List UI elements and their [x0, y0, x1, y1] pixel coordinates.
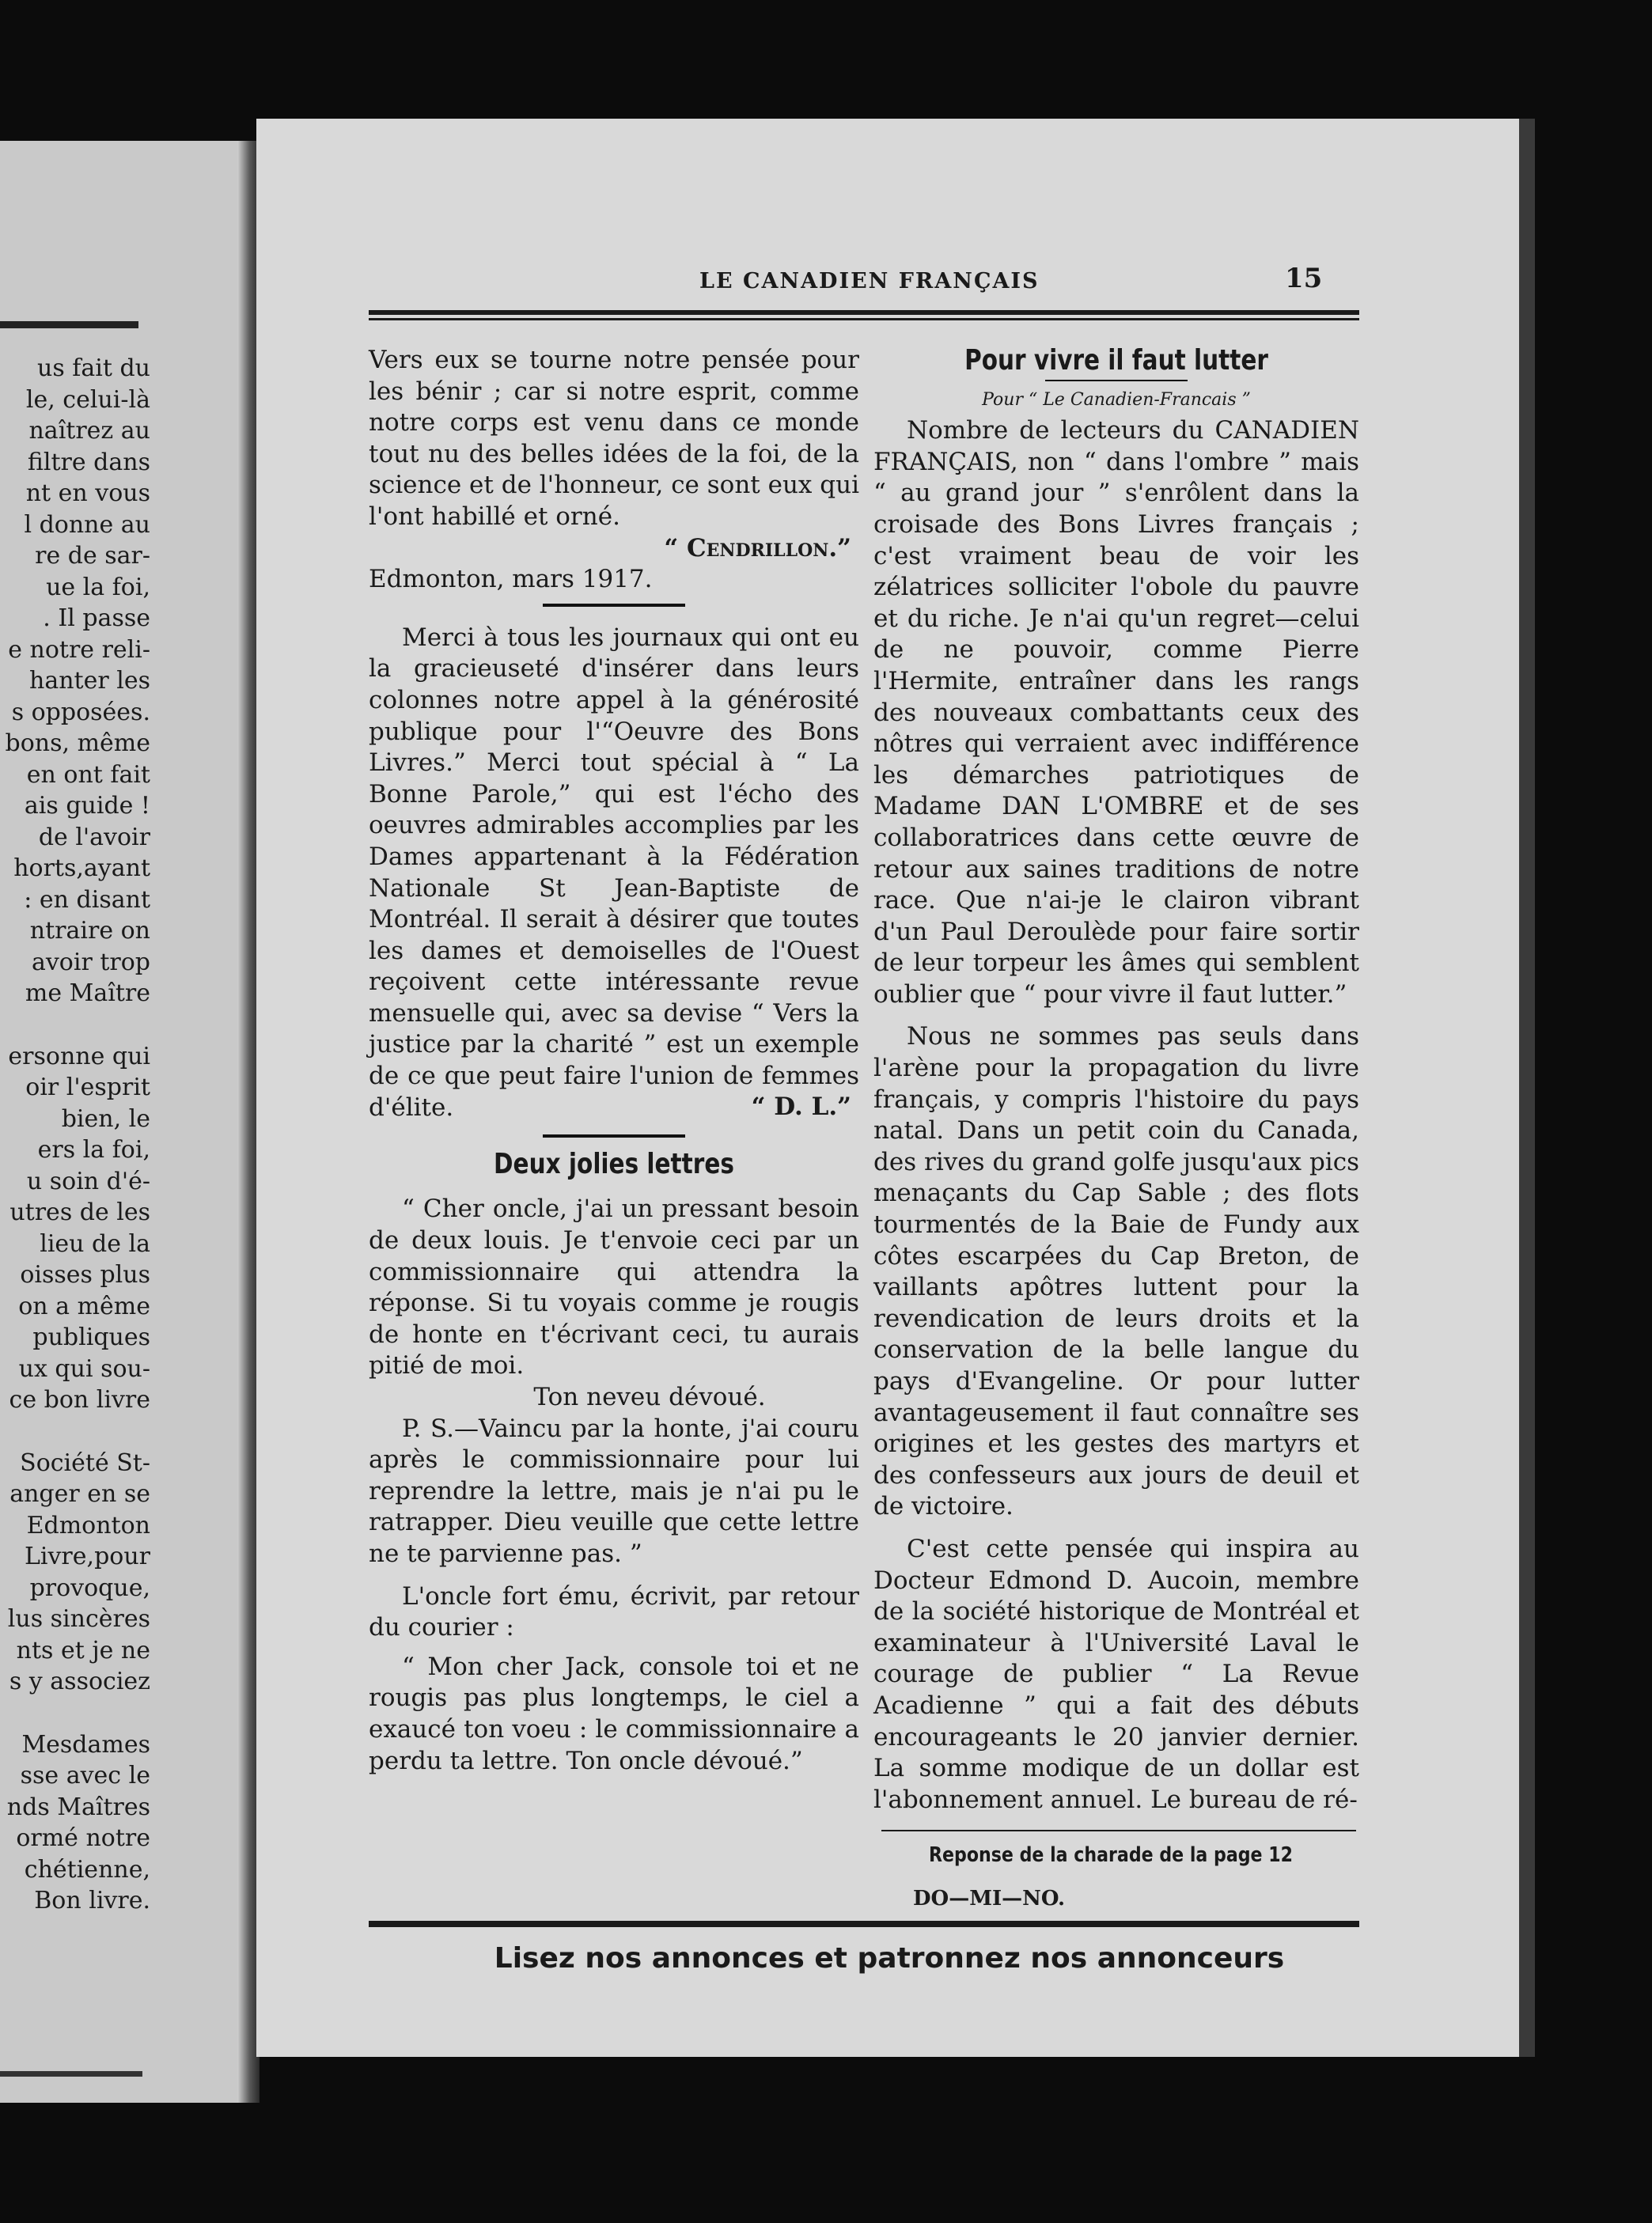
section-separator	[543, 1134, 685, 1138]
article-paragraph-3: C'est cette pensée qui inspira au Docteur Edmond D. Aucoin, membre de la société historique de Montréal et examinateur à l'Université Laval le courage de publier “ La Revue Acadienne ” qui a fait des débuts encourageants le 20 janvier dernier. La somme modique de un dollar est l'abonnement annuel. Le bureau de ré-	[873, 1534, 1359, 1814]
left-page-line: s y associez	[9, 1668, 150, 1695]
left-page-rule	[0, 321, 138, 328]
page-edge-shadow	[1519, 119, 1535, 2057]
left-page-line: l donne au	[24, 510, 150, 539]
left-page-line: Société St-	[20, 1449, 150, 1477]
left-page-line: publiques	[32, 1324, 150, 1351]
left-page-line: ce bon livre	[9, 1386, 150, 1414]
left-page-line: avoir trop	[31, 948, 150, 976]
letter-paragraph: “ Cher oncle, j'ai un pressant besoin de deux louis. Je t'envoie ceci par un commissionnaire qui attendra la réponse. Si tu voyais comme je rougis de honte en t'écrivant ceci, tu aurais pitié de moi.	[369, 1195, 859, 1380]
left-page-line: s opposées.	[11, 698, 150, 726]
article-title: Pour vivre il faut lutter	[964, 344, 1268, 377]
left-page-line: en ont fait	[26, 760, 150, 789]
reply-intro: L'oncle fort ému, écrivit, par retour du courier :	[369, 1581, 859, 1642]
left-page-line: ue la foi,	[46, 573, 150, 601]
article-byline: Pour “ Le Canadien-Francais ”	[982, 389, 1251, 410]
left-page-line: provoque,	[29, 1574, 150, 1602]
left-page-line: ers la foi,	[37, 1136, 150, 1164]
left-page-line: chétienne,	[24, 1855, 150, 1884]
left-page-line: bien, le	[61, 1104, 150, 1133]
left-page-line: ormé notre	[16, 1824, 150, 1852]
left-page-line: hanter les	[29, 667, 150, 695]
left-page-line: on a même	[18, 1292, 150, 1320]
right-column	[873, 345, 1359, 1816]
footer-banner: Lisez nos annonces et patronnez nos annonceurs	[494, 1942, 1285, 1975]
left-page-line: naîtrez au	[28, 417, 150, 445]
section-separator	[543, 604, 685, 607]
left-page-line: me Maître	[25, 979, 150, 1007]
page-number: 15	[1285, 263, 1323, 294]
footer-rule	[369, 1921, 1359, 1927]
left-page-line: bons, même	[5, 729, 150, 757]
left-page-line: us fait du	[37, 354, 150, 382]
newspaper-page	[256, 119, 1522, 2057]
left-page-line: u soin d'é-	[26, 1167, 150, 1195]
title-separator	[1045, 380, 1188, 381]
left-page-line: ntraire on	[29, 917, 150, 945]
left-page-line: oir l'esprit	[25, 1074, 150, 1101]
left-page-line: Bon livre.	[34, 1887, 150, 1914]
intro-signature: “ Cendrillon.”	[664, 533, 851, 562]
left-page-line: sse avec le	[20, 1762, 150, 1789]
left-page-line: Mesdames	[21, 1730, 150, 1759]
left-page-line: nts et je ne	[16, 1636, 150, 1664]
left-page-line	[0, 1698, 150, 1729]
left-page-line: Livre,pour	[24, 1543, 150, 1570]
left-page-rule	[0, 2071, 142, 2077]
reply-paragraph: “ Mon cher Jack, console toi et ne rougis pas plus longtemps, le ciel a exaucé ton voeu : le commissionnaire a perdu ta lettre. Ton oncle dévoué.”	[369, 1652, 859, 1775]
left-page-line: horts,ayant	[13, 854, 150, 882]
intro-paragraph: Vers eux se tourne notre pensée pour les bénir ; car si notre esprit, comme notre corps est venu dans ce monde tout nu des belles idées de la foi, de la science et de l'honneur, ce sont eux qui l'ont habillé et orné.	[369, 346, 859, 531]
left-page-line: nt en vous	[25, 479, 150, 507]
header-rule	[369, 310, 1359, 315]
left-page-line: anger en se	[9, 1480, 150, 1508]
left-page-line: : en disant	[24, 885, 150, 914]
left-page-line: lus sincères	[7, 1605, 150, 1633]
intro-dateline: Edmonton, mars 1917.	[369, 565, 653, 594]
section-title: Deux jolies lettres	[494, 1147, 734, 1180]
answer-rule	[881, 1830, 1356, 1831]
left-page-line: . Il passe	[43, 604, 150, 632]
left-column	[369, 345, 859, 1777]
header-rule-thin	[369, 318, 1359, 320]
left-page-line: nds Maîtres	[6, 1793, 150, 1821]
merci-signature: “ D. L.”	[751, 1093, 851, 1122]
left-page-line: ux qui sou-	[18, 1354, 150, 1383]
left-page-line: le, celui-là	[25, 385, 150, 414]
left-page-line	[0, 1416, 150, 1448]
charade-answer-text: DO—MI—NO.	[913, 1887, 1066, 1911]
merci-paragraph: Merci à tous les journaux qui ont eu la gracieuseté d'insérer dans leurs colonnes notre appel à la générosité publique pour l'“Oeuvre des Bons Livres.” Merci tout spécial à “ La Bonne Parole,” qui est l'écho des oeuvres admirables accomplies par les Dames appartenant à la Fédération Nationale St Jean-Baptiste de Montréal. Il serait à désirer que toutes les dames et demoiselles de l'Ouest reçoivent cette intéressante revue mensuelle qui, avec sa devise “ Vers la justice par la charité ” est un exemple de ce que peut faire l'union de femmes d'élite.	[369, 623, 859, 1122]
left-page-line: lieu de la	[40, 1229, 150, 1258]
postscript-paragraph: P. S.—Vaincu par la honte, j'ai couru après le commissionnaire pour lui reprendre la lettre, mais je n'ai pu le ratrapper. Dieu veuille que cette lettre ne te parvienne pas. ”	[369, 1414, 859, 1568]
left-page-line: de l'avoir	[38, 823, 150, 851]
left-page-text	[0, 353, 150, 1917]
left-page-fragment	[0, 141, 252, 2103]
left-page-line	[0, 1009, 150, 1041]
left-page-line: oisses plus	[20, 1261, 150, 1289]
left-page-line: ersonne qui	[8, 1042, 150, 1070]
letter-signature: Ton neveu dévoué.	[533, 1383, 766, 1411]
left-page-line: filtre dans	[27, 448, 150, 476]
page-header-title: LE CANADIEN FRANÇAIS	[699, 269, 1040, 293]
left-page-line: e notre reli-	[8, 635, 150, 664]
left-page-line: re de sar-	[35, 542, 150, 570]
left-page-line: Edmonton	[26, 1511, 150, 1539]
charade-answer-title: Reponse de la charade de la page 12	[929, 1843, 1294, 1867]
article-paragraph-1: Nombre de lecteurs du CANADIEN FRANÇAIS, non “ dans l'ombre ” mais “ au grand jour ” s'enrôlent dans la croisade des Bons Livres français ; c'est vraiment beau de voir les zélatrices solliciter l'obole du pauvre et du riche. Je n'ai qu'un regret—celui de ne pouvoir, comme Pierre l'Hermite, entraîner dans les rangs des nouveaux combattants ceux des nôtres qui verraient avec indifférence les démarches patriotiques de Madame DAN L'OMBRE et de ses collaboratrices dans cette œuvre de retour aux saines traditions de notre race. Que n'ai-je le clairon vibrant d'un Paul Deroulède pour faire sortir de leur torpeur les âmes qui semblent oublier que “ pour vivre il faut lutter.”	[873, 416, 1359, 1009]
left-page-line: utres de les	[9, 1199, 150, 1226]
left-page-line: ais guide !	[24, 792, 150, 820]
article-paragraph-2: Nous ne sommes pas seuls dans l'arène pour la propagation du livre français, y compris l'histoire du pays natal. Dans un petit coin du Canada, des rives du grand golfe jusqu'aux pics menaçants du Cap Sable ; des flots tourmentés de la Baie de Fundy aux côtes escarpées du Cap Breton, de vaillants apôtres luttent pour la revendication de leurs droits et la conservation de la belle langue du pays d'Evangeline. Or pour lutter avantageusement il faut connaître ses origines et les gestes des martyrs et des confesseurs aux jours de deuil et de victoire.	[873, 1022, 1359, 1521]
